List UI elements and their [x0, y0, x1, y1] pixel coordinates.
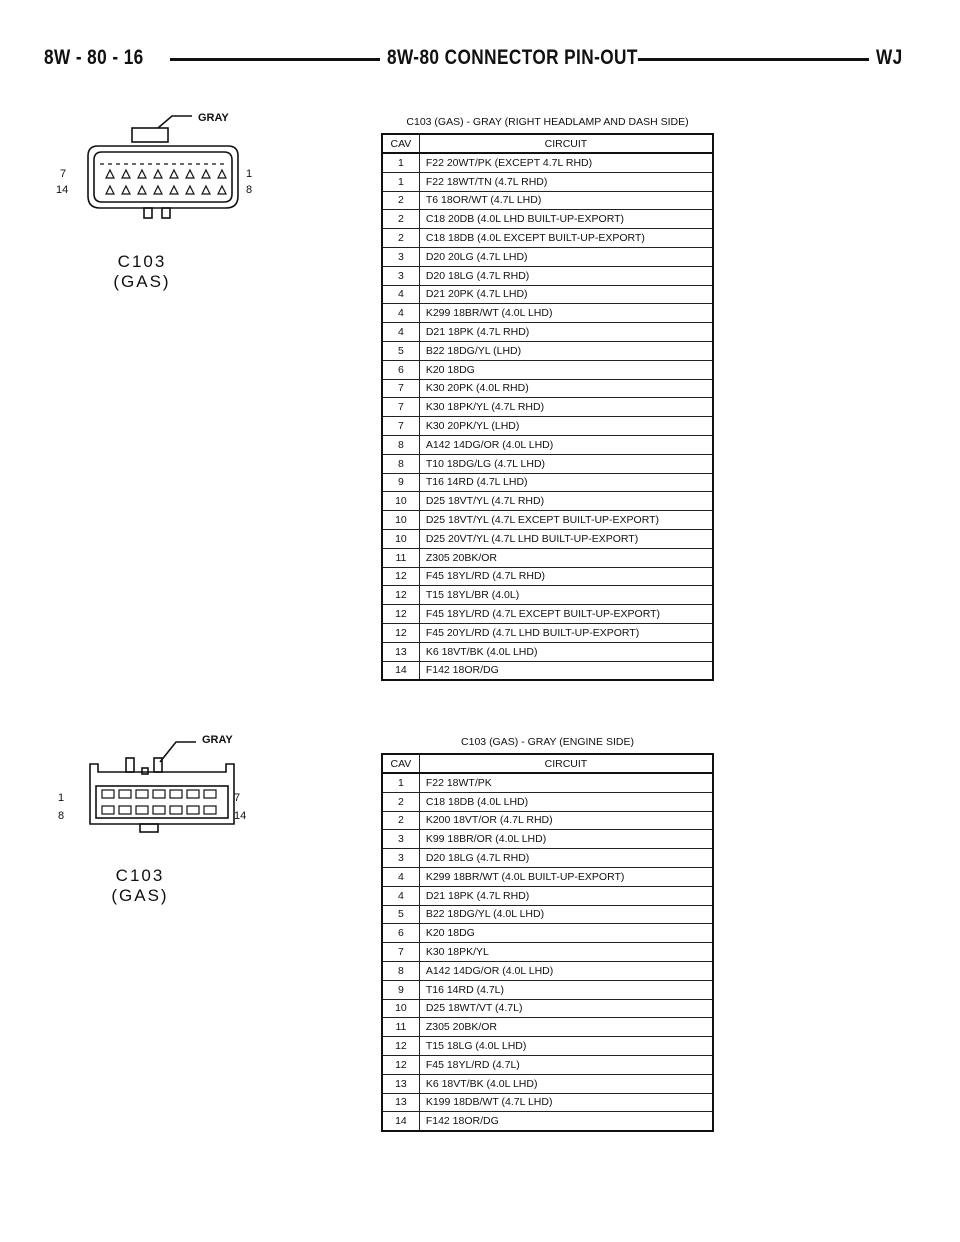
table-row [382, 492, 713, 511]
circuit-cell: K30 20PK/YL (LHD) [419, 417, 713, 436]
circuit-cell: C18 18DB (4.0L EXCEPT BUILT-UP-EXPORT) [419, 229, 713, 248]
table-row [382, 191, 713, 210]
table-row [382, 153, 713, 172]
cav-cell: 3 [382, 247, 419, 266]
circuit-cell: C18 18DB (4.0L LHD) [419, 792, 713, 811]
table-row [382, 229, 713, 248]
connector-variant: (GAS) [111, 886, 169, 905]
circuit-cell: K99 18BR/OR (4.0L LHD) [419, 830, 713, 849]
circuit-cell: C18 20DB (4.0L LHD BUILT-UP-EXPORT) [419, 210, 713, 229]
connector-diagram-bottom [50, 728, 280, 918]
cav-cell: 4 [382, 285, 419, 304]
table-row [382, 905, 713, 924]
column-header-circuit: CIRCUIT [419, 134, 713, 153]
table-row [382, 285, 713, 304]
circuit-cell: K299 18BR/WT (4.0L LHD) [419, 304, 713, 323]
circuit-cell: D25 18WT/VT (4.7L) [419, 999, 713, 1018]
cav-cell: 2 [382, 191, 419, 210]
cav-cell: 13 [382, 642, 419, 661]
circuit-cell: F45 18YL/RD (4.7L RHD) [419, 567, 713, 586]
cav-cell: 8 [382, 454, 419, 473]
circuit-cell: D20 20LG (4.7L LHD) [419, 247, 713, 266]
circuit-cell: K6 18VT/BK (4.0L LHD) [419, 1074, 713, 1093]
cav-cell: 1 [382, 153, 419, 172]
circuit-cell: T16 14RD (4.7L LHD) [419, 473, 713, 492]
table-body [382, 773, 713, 1131]
circuit-cell: Z305 20BK/OR [419, 1018, 713, 1037]
table-row [382, 398, 713, 417]
cav-cell: 10 [382, 511, 419, 530]
cav-cell: 14 [382, 661, 419, 680]
table-row [382, 511, 713, 530]
cav-cell: 2 [382, 792, 419, 811]
circuit-cell: K199 18DB/WT (4.7L LHD) [419, 1093, 713, 1112]
circuit-cell: D21 18PK (4.7L RHD) [419, 323, 713, 342]
circuit-cell: F45 18YL/RD (4.7L EXCEPT BUILT-UP-EXPORT) [419, 605, 713, 624]
pinout-table-top [381, 116, 714, 681]
pin-number-label: 14 [234, 810, 247, 822]
cav-cell: 12 [382, 605, 419, 624]
table-row [382, 867, 713, 886]
circuit-cell: T16 14RD (4.7L) [419, 980, 713, 999]
table-row [382, 849, 713, 868]
column-header-circuit: CIRCUIT [419, 754, 713, 773]
cav-cell: 10 [382, 492, 419, 511]
circuit-cell: F22 18WT/PK [419, 773, 713, 792]
table-row [382, 1037, 713, 1056]
circuit-cell: Z305 20BK/OR [419, 548, 713, 567]
table-row [382, 830, 713, 849]
cav-cell: 7 [382, 398, 419, 417]
circuit-cell: K30 18PK/YL (4.7L RHD) [419, 398, 713, 417]
cav-cell: 8 [382, 435, 419, 454]
connector-label [80, 866, 200, 906]
table-row [382, 360, 713, 379]
table-row [382, 210, 713, 229]
cav-cell: 9 [382, 473, 419, 492]
table-row [382, 417, 713, 436]
circuit-cell: T15 18YL/BR (4.0L) [419, 586, 713, 605]
cav-cell: 5 [382, 905, 419, 924]
header-rule-left [170, 58, 380, 61]
table-row [382, 943, 713, 962]
cav-cell: 4 [382, 323, 419, 342]
table-row [382, 379, 713, 398]
cav-cell: 3 [382, 266, 419, 285]
cav-cell: 12 [382, 1055, 419, 1074]
table-row [382, 773, 713, 792]
cav-cell: 2 [382, 811, 419, 830]
table-row [382, 1112, 713, 1131]
circuit-cell: K30 20PK (4.0L RHD) [419, 379, 713, 398]
circuit-cell: K200 18VT/OR (4.7L RHD) [419, 811, 713, 830]
cav-cell: 6 [382, 924, 419, 943]
connector-color-label: GRAY [198, 112, 229, 124]
pin-number-label: 14 [56, 184, 69, 196]
circuit-cell: F22 20WT/PK (EXCEPT 4.7L RHD) [419, 153, 713, 172]
pin-number-label: 1 [246, 168, 253, 180]
circuit-cell: A142 14DG/OR (4.0L LHD) [419, 961, 713, 980]
connector-color-label: GRAY [202, 734, 233, 746]
table-caption: C103 (GAS) - GRAY (ENGINE SIDE) [461, 736, 634, 748]
table-row [382, 1074, 713, 1093]
table-header-row [382, 134, 713, 153]
circuit-cell: K30 18PK/YL [419, 943, 713, 962]
circuit-cell: D25 20VT/YL (4.7L LHD BUILT-UP-EXPORT) [419, 529, 713, 548]
cav-cell: 12 [382, 567, 419, 586]
cav-cell: 1 [382, 773, 419, 792]
connector-name: C103 [117, 252, 167, 271]
header-rule-right [629, 58, 869, 61]
table-row [382, 792, 713, 811]
circuit-cell: D25 18VT/YL (4.7L EXCEPT BUILT-UP-EXPORT) [419, 511, 713, 530]
cav-cell: 3 [382, 849, 419, 868]
table-row [382, 961, 713, 980]
table-row [382, 341, 713, 360]
connector-variant: (GAS) [113, 272, 171, 291]
cav-cell: 4 [382, 867, 419, 886]
model-code: WJ [876, 46, 903, 69]
circuit-cell: K299 18BR/WT (4.0L BUILT-UP-EXPORT) [419, 867, 713, 886]
circuit-cell: F45 18YL/RD (4.7L) [419, 1055, 713, 1074]
circuit-cell: D25 18VT/YL (4.7L RHD) [419, 492, 713, 511]
cav-cell: 13 [382, 1074, 419, 1093]
table-row [382, 661, 713, 680]
cav-cell: 6 [382, 360, 419, 379]
pin-number-label: 8 [58, 810, 65, 822]
table-row [382, 1018, 713, 1037]
cav-cell: 4 [382, 886, 419, 905]
cav-cell: 8 [382, 961, 419, 980]
table-row [382, 172, 713, 191]
cav-cell: 11 [382, 548, 419, 567]
connector-diagram-top [50, 108, 280, 298]
cav-cell: 12 [382, 623, 419, 642]
circuit-cell: T10 18DG/LG (4.7L LHD) [419, 454, 713, 473]
table-row [382, 886, 713, 905]
table-row [382, 247, 713, 266]
circuit-cell: F142 18OR/DG [419, 1112, 713, 1131]
circuit-cell: D20 18LG (4.7L RHD) [419, 266, 713, 285]
table-row [382, 605, 713, 624]
table-row [382, 1055, 713, 1074]
table-row [382, 642, 713, 661]
cav-cell: 3 [382, 830, 419, 849]
table-row [382, 435, 713, 454]
cav-cell: 7 [382, 417, 419, 436]
circuit-cell: K20 18DG [419, 924, 713, 943]
cav-cell: 2 [382, 229, 419, 248]
pin-number-label: 7 [60, 168, 67, 180]
table-row [382, 454, 713, 473]
connector-name: C103 [115, 866, 165, 885]
table-caption: C103 (GAS) - GRAY (RIGHT HEADLAMP AND DASH SIDE) [406, 116, 689, 128]
pinout-table-bottom [381, 736, 714, 1132]
table-row [382, 1093, 713, 1112]
connector-label [82, 252, 202, 292]
table-row [382, 567, 713, 586]
cav-cell: 13 [382, 1093, 419, 1112]
pin-number-label: 1 [58, 792, 65, 804]
table-row [382, 980, 713, 999]
table-row [382, 999, 713, 1018]
column-header-cav: CAV [382, 134, 419, 153]
column-header-cav: CAV [382, 754, 419, 773]
circuit-cell: F45 20YL/RD (4.7L LHD BUILT-UP-EXPORT) [419, 623, 713, 642]
table-row [382, 266, 713, 285]
table-row [382, 304, 713, 323]
cav-cell: 14 [382, 1112, 419, 1131]
table-row [382, 529, 713, 548]
circuit-cell: D20 18LG (4.7L RHD) [419, 849, 713, 868]
table-row [382, 623, 713, 642]
circuit-cell: K20 18DG [419, 360, 713, 379]
cav-cell: 10 [382, 999, 419, 1018]
circuit-cell: F142 18OR/DG [419, 661, 713, 680]
cav-cell: 7 [382, 379, 419, 398]
circuit-cell: D21 20PK (4.7L LHD) [419, 285, 713, 304]
table-row [382, 586, 713, 605]
circuit-cell: T15 18LG (4.0L LHD) [419, 1037, 713, 1056]
page-title: 8W-80 CONNECTOR PIN-OUT [387, 46, 638, 69]
circuit-cell: F22 18WT/TN (4.7L RHD) [419, 172, 713, 191]
pin-number-label: 7 [234, 792, 241, 804]
cav-cell: 5 [382, 341, 419, 360]
circuit-cell: D21 18PK (4.7L RHD) [419, 886, 713, 905]
cav-cell: 1 [382, 172, 419, 191]
circuit-cell: B22 18DG/YL (LHD) [419, 341, 713, 360]
cav-cell: 7 [382, 943, 419, 962]
table-row [382, 548, 713, 567]
table-row [382, 811, 713, 830]
cav-cell: 11 [382, 1018, 419, 1037]
circuit-cell: T6 18OR/WT (4.7L LHD) [419, 191, 713, 210]
cav-cell: 12 [382, 586, 419, 605]
cav-cell: 2 [382, 210, 419, 229]
circuit-cell: B22 18DG/YL (4.0L LHD) [419, 905, 713, 924]
circuit-cell: K6 18VT/BK (4.0L LHD) [419, 642, 713, 661]
table-row [382, 323, 713, 342]
cav-cell: 10 [382, 529, 419, 548]
circuit-cell: A142 14DG/OR (4.0L LHD) [419, 435, 713, 454]
table-row [382, 924, 713, 943]
pin-number-label: 8 [246, 184, 253, 196]
cav-cell: 12 [382, 1037, 419, 1056]
table-body [382, 153, 713, 680]
table-header-row [382, 754, 713, 773]
page-header [44, 44, 920, 74]
table-row [382, 473, 713, 492]
cav-cell: 9 [382, 980, 419, 999]
cav-cell: 4 [382, 304, 419, 323]
page-ref: 8W - 80 - 16 [44, 46, 144, 69]
